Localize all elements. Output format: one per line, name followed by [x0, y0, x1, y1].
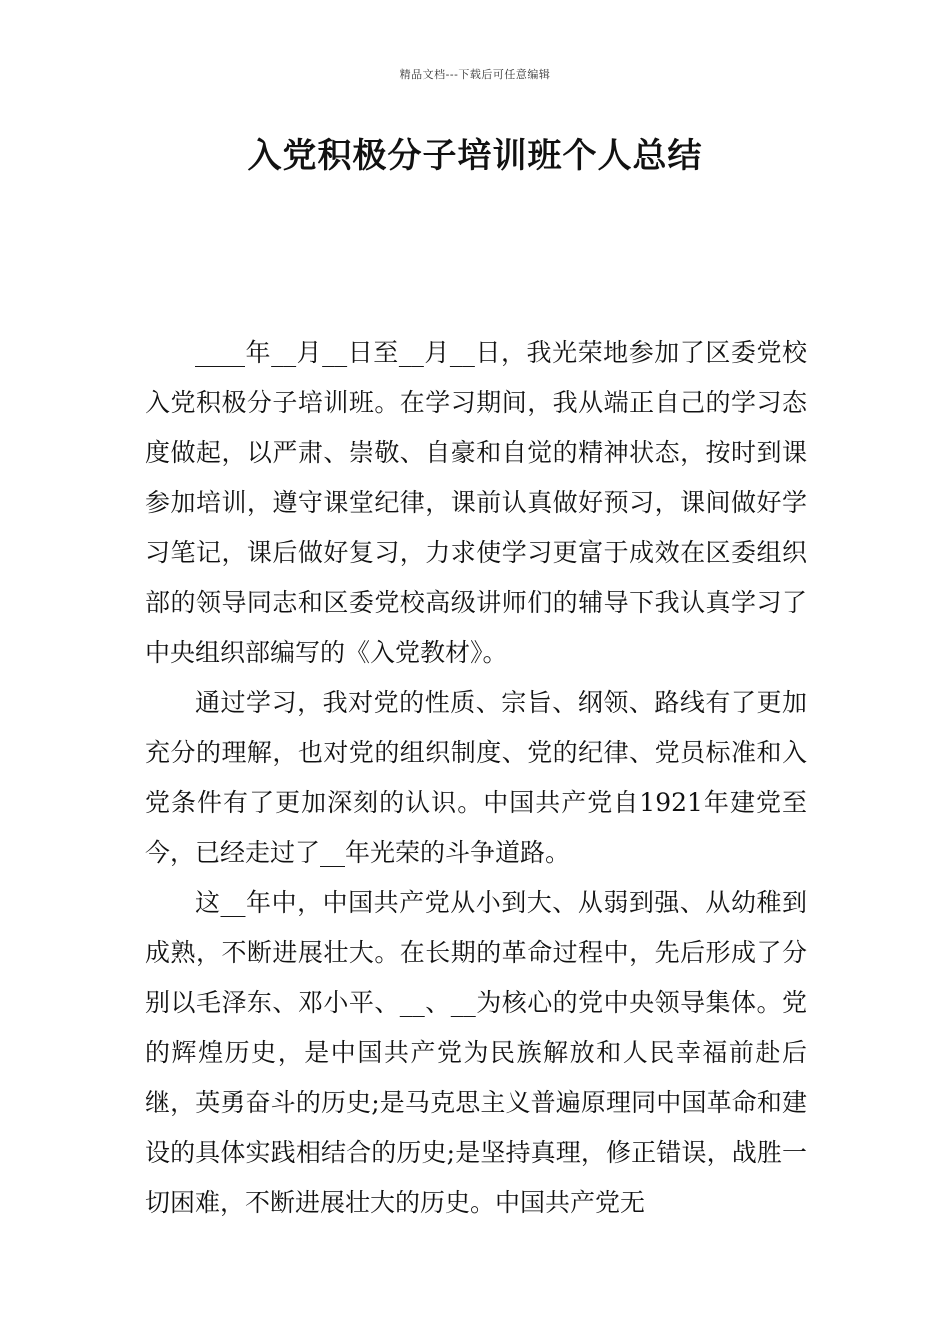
- header-note: 精品文档---下载后可任意编辑: [399, 68, 551, 81]
- paragraph-3: 这__年中，中国共产党从小到大、从弱到强、从幼稚到成熟，不断进展壮大。在长期的革命过程中，先后形成了分别以毛泽东、邓小平、__、__为核心的党中央领导集体。党的辉煌历史，是中国共产党为民族解放和人民幸福前赴后继，英勇奋斗的历史;是马克思主义普遍原理同中国革命和建设的具体实践相结合的历史;是坚持真理，修正错误，战胜一切困难，不断进展壮大的历史。中国共产党无: [145, 888, 807, 1217]
- paragraph-2: 通过学习，我对党的性质、宗旨、纲领、路线有了更加充分的理解，也对党的组织制度、党的纪律、党员标准和入党条件有了更加深刻的认识。中国共产党自1921年建党至今，已经走过了__年光荣的斗争道路。: [145, 688, 807, 867]
- document-title: 入党积极分子培训班个人总结: [247, 136, 703, 176]
- paragraph-1: ____年__月__日至__月__日，我光荣地参加了区委党校入党积极分子培训班。在学习期间，我从端正自己的学习态度做起，以严肃、崇敬、自豪和自觉的精神状态，按时到课参加培训，遵守课堂纪律，课前认真做好预习，课间做好学习笔记，课后做好复习，力求使学习更富于成效在区委组织部的领导同志和区委党校高级讲师们的辅导下我认真学习了中央组织部编写的《入党教材》。: [145, 338, 807, 667]
- document-body: [145, 328, 807, 1228]
